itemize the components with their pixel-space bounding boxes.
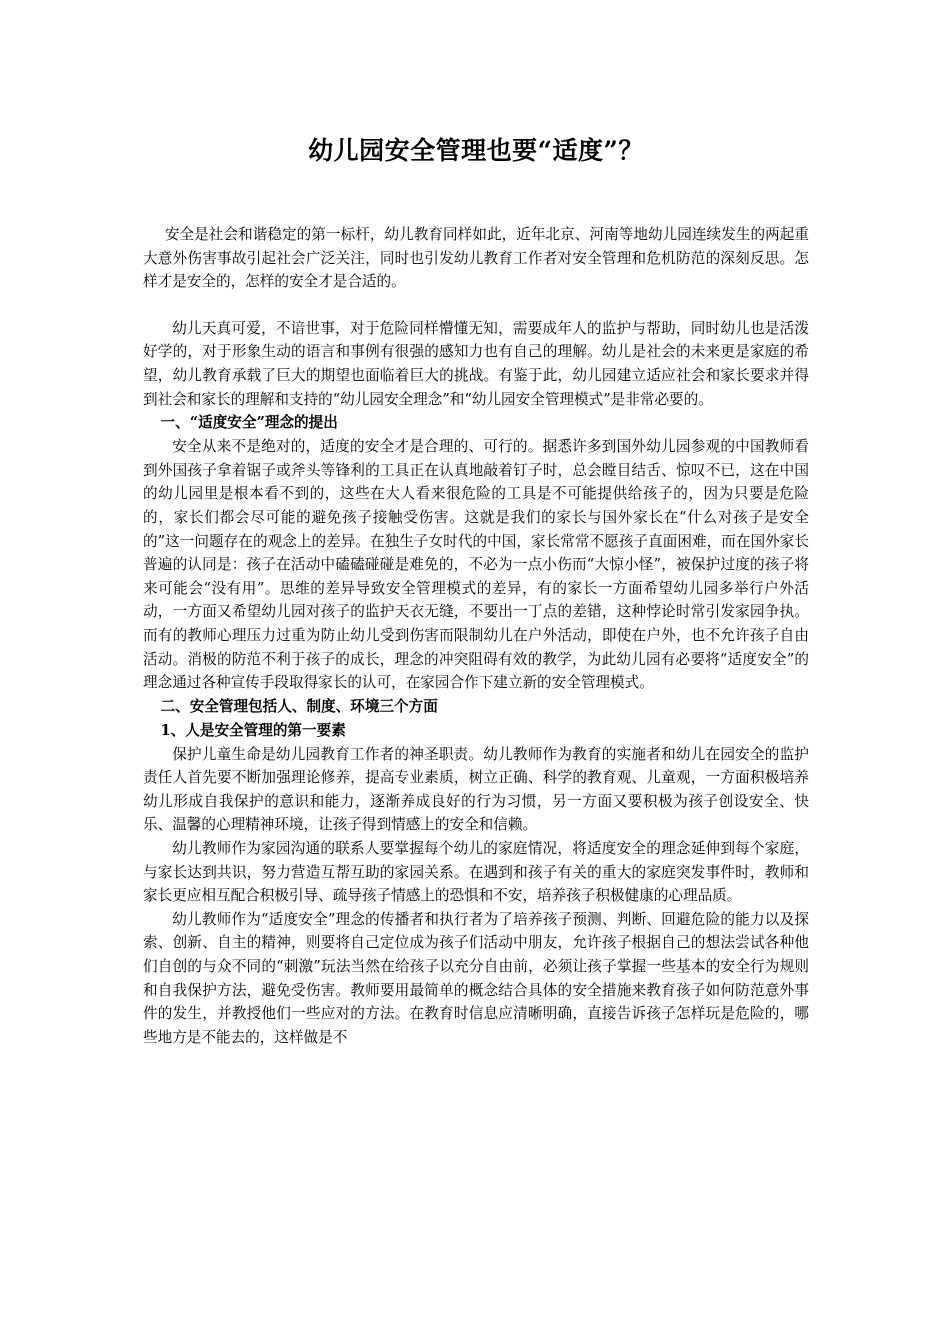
- section-heading-1: 一、“适度安全”理念的提出: [160, 414, 338, 432]
- document-title: 幼儿园安全管理也要“适度”？: [308, 136, 644, 165]
- intro-paragraph: 安全是社会和谐稳定的第一标杆，幼儿教育同样如此，近年北京、河南等地幼儿园连续发生的两起重大意外伤害事故引起社会广泛关注，同时也引发幼儿教育工作者对安全管理和危机防范的深刻反思。怎样才是安全的，怎样的安全才是合适的。: [143, 226, 809, 291]
- paragraph-teacher-role: 幼儿教师作为“适度安全”理念的传播者和执行者为了培养孩子预测、判断、回避危险的能力以及探索、创新、自主的精神，则要将自己定位成为孩子们活动中朋友，允许孩子根据自己的想法尝试各种他们自创的与众不同的“刺激”玩法当然在给孩子以充分自由前，必须让孩子掌握一些基本的安全行为规则和自我保护方法，避免受伤害。教师要用最简单的概念结合具体的安全措施来教育孩子如何防范意外事件的发生，并教授他们一些应对的方法。在教育时信息应清晰明确，直接告诉孩子怎样玩是危险的，哪些地方是不能去的，这样做是不: [143, 910, 809, 1046]
- paragraph-children-nature: 幼儿天真可爱，不谙世事，对于危险同样懵懂无知，需要成年人的监护与帮助，同时幼儿也是活泼好学的，对于形象生动的语言和事例有很强的感知力也有自己的理解。幼儿是社会的未来更是家庭的希望，幼儿教育承载了巨大的期望也面临着巨大的挑战。有鉴于此，幼儿园建立适应社会和家长要求并得到社会和家长的理解和支持的“幼儿园安全理念”和“幼儿园安全管理模式”是非常必要的。: [143, 319, 809, 408]
- section-heading-2: 二、安全管理包括人、制度、环境三个方面: [160, 697, 438, 715]
- document-page: [143, 0, 809, 1344]
- paragraph-teacher-duty: 保护儿童生命是幼儿园教育工作者的神圣职责。幼儿教师作为教育的实施者和幼儿在园安全的监护责任人首先要不断加强理论修养，提高专业素质，树立正确、科学的教育观、儿童观，一方面积极培养幼儿形成自我保护的意识和能力，逐渐养成良好的行为习惯，另一方面又要积极为孩子创设安全、快乐、温馨的心理精神环境，让孩子得到情感上的安全和信赖。: [143, 745, 809, 834]
- paragraph-spacer: [143, 294, 809, 317]
- paragraph-home-communication: 幼儿教师作为家园沟通的联系人要掌握每个幼儿的家庭情况，将适度安全的理念延伸到每个家庭，与家长达到共识，努力营造互帮互助的家园关系。在遇到和孩子有关的重大的家庭突发事件时，教师和家长更应相互配合积极引导、疏导孩子情感上的恐惧和不安，培养孩子积极健康的心理品质。: [143, 840, 809, 905]
- subsection-heading-1: 1、人是安全管理的第一要素: [160, 721, 346, 739]
- document-body: [143, 223, 809, 1049]
- paragraph-moderate-safety: 安全从来不是绝对的，适度的安全才是合理的、可行的。据悉许多到国外幼儿园参观的中国教师看到外国孩子拿着锯子或斧头等锋利的工具正在认真地敲着钉子时，总会瞠目结舌、惊叹不已，这在中国的幼儿园里是根本看不到的，这些在大人看来很危险的工具是不可能提供给孩子的，因为只要是危险的，家长们都会尽可能的避免孩子接触受伤害。这就是我们的家长与国外家长在“什么对孩子是安全的”这一问题存在的观念上的差异。在独生子女时代的中国，家长常常不愿孩子直面困难，而在国外家长普遍的认同是：孩子在活动中磕磕碰碰是难免的，不必为一点小伤而“大惊小怪”，被保护过度的孩子将来可能会“没有用”。思维的差异导致安全管理模式的差异，有的家长一方面希望幼儿园多举行户外活动，一方面又希望幼儿园对孩子的监护天衣无缝，不要出一丁点的差错，这种悖论时常引发家园争执。而有的教师心理压力过重为防止幼儿受到伤害而限制幼儿在户外活动，即使在户外，也不允许孩子自由活动。消极的防范不利于孩子的成长，理念的冲突阻碍有效的教学，为此幼儿园有必要将“适度安全”的理念通过各种宣传手段取得家长的认可，在家园合作下建立新的安全管理模式。: [143, 438, 809, 692]
